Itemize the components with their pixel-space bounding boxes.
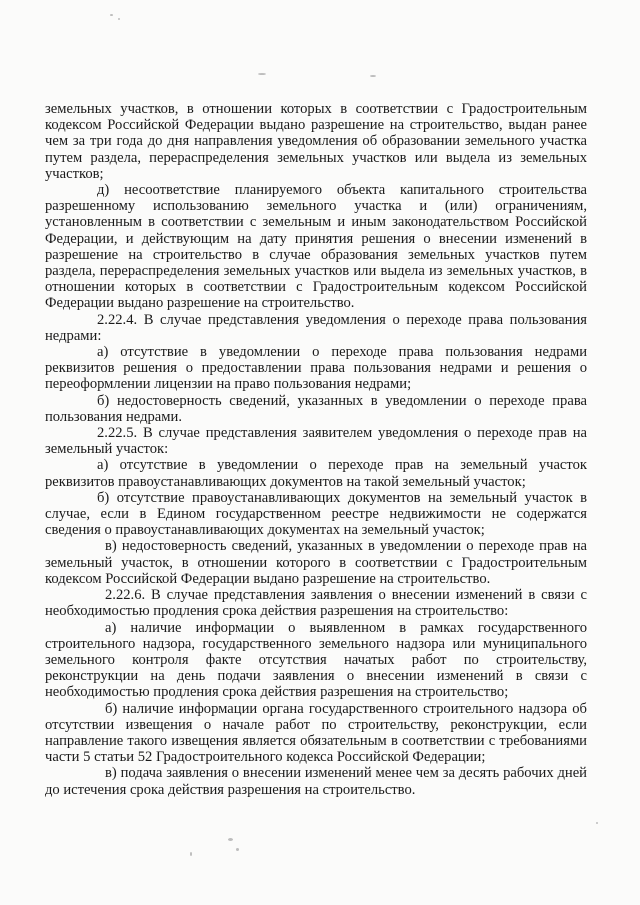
document-body [45, 101, 587, 798]
paragraph-item-d: д) несоответствие планируемого объекта капитального строительства разрешенному использованию земельного участка и (или) ограничениям, установленным в соответствии с земельным и иным законодательством Российской Федерации, и действующим на дату принятия решения о внесении изменений в разрешение на строительство в случае образования земельных участков путем раздела, перераспределения земельных участков или выдела из земельных участков, в отношении которых в соответствии с Градостроительным кодексом Российской Федерации выдано разрешение на строительство. [45, 182, 587, 312]
scan-speck [258, 73, 266, 75]
paragraph-2-22-6-v: в) подача заявления о внесении изменений менее чем за десять рабочих дней до истечения срока действия разрешения на строительство. [45, 765, 587, 798]
paragraph-2-22-5-b: б) отсутствие правоустанавливающих документов на земельный участок в случае, если в Едином государственном реестре недвижимости не содержатся сведения о правоустанавливающих документах на земельный участок; [45, 489, 587, 539]
scan-speck [110, 14, 113, 16]
scan-speck [190, 852, 192, 856]
scan-speck [118, 18, 120, 20]
paragraph-2-22-4: 2.22.4. В случае представления уведомления о переходе права пользования недрами: [45, 311, 587, 344]
paragraph-2-22-5-v: в) недостоверность сведений, указанных в уведомлении о переходе прав на земельный участок, в отношении которого в соответствии с Градостроительным кодексом Российской Федерации выдано разрешение на строительство. [45, 538, 587, 587]
paragraph-2-22-5: 2.22.5. В случае представления заявителем уведомления о переходе прав на земельный участок: [45, 425, 587, 458]
paragraph-2-22-4-b: б) недостоверность сведений, указанных в уведомлении о переходе права пользования недрами. [45, 392, 587, 425]
scan-speck [228, 838, 233, 841]
paragraph-2-22-4-a: а) отсутствие в уведомлении о переходе права пользования недрами реквизитов решения о предоставлении права пользования недрами и решения о переоформлении лицензии на право пользования недрами; [45, 344, 587, 393]
scan-speck [596, 822, 598, 824]
paragraph-2-22-6: 2.22.6. В случае представления заявления о внесении изменений в связи с необходимостью продления срока действия разрешения на строительство: [45, 587, 587, 620]
paragraph-2-22-6-b: б) наличие информации органа государственного строительного надзора об отсутствии извещения о начале работ по строительству, реконструкции, если направление такого извещения является обязательным в соответствии с требованиями части 5 статьи 52 Градостроительного кодекса Российской Федерации; [45, 700, 587, 766]
paragraph-continuation: земельных участков, в отношении которых в соответствии с Градостроительным кодексом Российской Федерации выдано разрешение на строительство, выдан ранее чем за три года до дня направления уведомления об образовании земельного участка путем раздела, перераспределения земельных участков или выдела из земельных участков; [45, 101, 587, 182]
paragraph-2-22-6-a: а) наличие информации о выявленном в рамках государственного строительного надзора, государственного земельного надзора или муниципального земельного контроля факте отсутствия начатых работ по строительству, реконструкции на день подачи заявления о внесении изменений в связи с необходимостью продления срока действия разрешения на строительство; [45, 619, 587, 701]
scan-speck [236, 848, 239, 851]
scan-speck [370, 75, 376, 77]
paragraph-2-22-5-a: а) отсутствие в уведомлении о переходе прав на земельный участок реквизитов правоустанавливающих документов на такой земельный участок; [45, 457, 587, 490]
